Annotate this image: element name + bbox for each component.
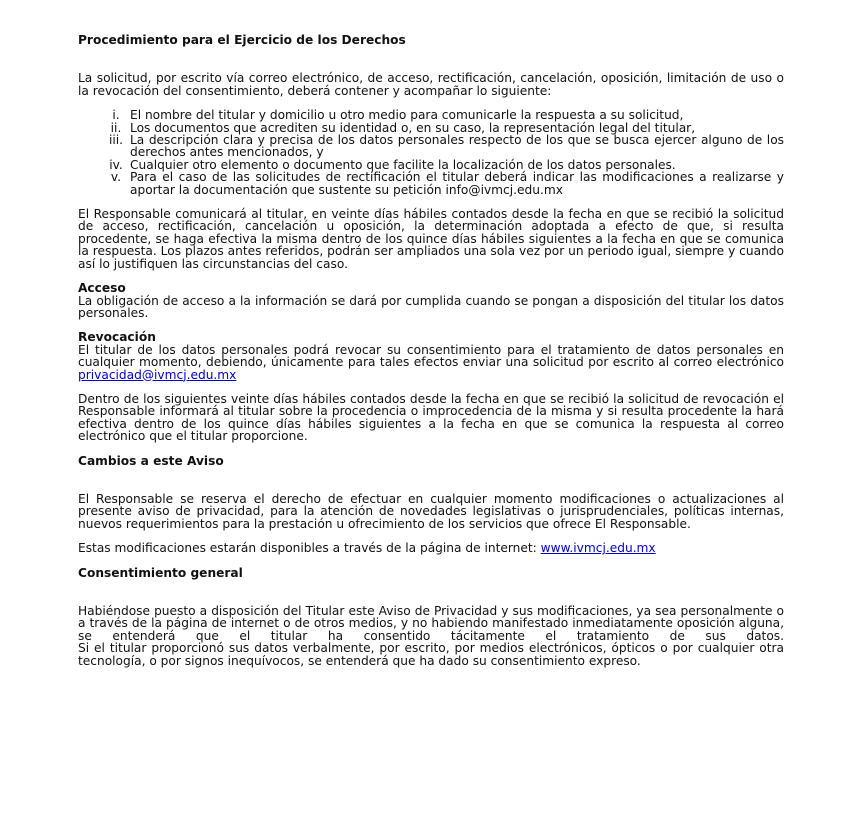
- list-item-number: v.: [110, 170, 122, 185]
- acceso-paragraph: La obligación de acceso a la información se dará por cumplida cuando se pongan a disposición del titular los datos personales.: [78, 293, 784, 320]
- list-item-number: iii.: [108, 133, 124, 148]
- list-item: [78, 134, 784, 159]
- heading-cambios: Cambios a este Aviso: [78, 453, 224, 468]
- list-item-text: El nombre del titular y domicilio u otro medio para comunicarle la respuesta a su solicitud,: [130, 108, 684, 123]
- heading-revocacion: Revocación: [78, 330, 156, 345]
- consentimiento-paragraph-a: Habiéndose puesto a disposición del Titular este Aviso de Privacidad y sus modificaciones, ya sea personalmente o a través de la página de internet o de otros medios, y no habiendo manifestado inmediatamente oposición alguna, se entenderá que el titular ha consentido tácitamente el tratamiento de sus datos.: [78, 604, 784, 643]
- website-link[interactable]: www.ivmcj.edu.mx: [540, 541, 656, 556]
- list-item-number: iv.: [109, 157, 123, 172]
- list-item: [78, 171, 784, 196]
- intro-paragraph: La solicitud, por escrito vía correo electrónico, de acceso, rectificación, cancelación, oposición, limitación de uso o la revocación del consentimiento, deberá contener y acompañar lo siguiente:: [78, 71, 784, 98]
- list-item-text: Los documentos que acrediten su identidad o, en su caso, la representación legal del titular,: [130, 120, 696, 135]
- list-item-text: Para el caso de las solicitudes de rectificación el titular deberá indicar las modificaciones a realizarse y aportar la documentación que sustente su petición info@ivmcj.edu.mx: [130, 170, 784, 197]
- cambios-paragraph: El Responsable se reserva el derecho de efectuar en cualquier momento modificaciones o actualizaciones al presente aviso de privacidad, para la atención de novedades legislativas o jurisprudenciales, políticas internas, nuevos requerimientos para la prestación u ofrecimiento de los servicios que ofrece El Responsable.: [78, 491, 784, 531]
- list-item: [78, 109, 784, 121]
- disponibles-paragraph: [78, 542, 784, 554]
- revocacion-text: El titular de los datos personales podrá revocar su consentimiento para el tratamiento de datos personales en cualquier momento, debiendo, únicamente para tales efectos enviar una solicitud por escrito al correo electrónico: [78, 342, 784, 370]
- revocacion-plazo-paragraph: Dentro de los siguientes veinte días hábiles contados desde la fecha en que se recibió la solicitud de revocación el Responsable informará al titular sobre la procedencia o improcedencia de la misma y si resulta procedente la hará efectiva dentro de los quince días hábiles siguientes a la fecha en que se comunica la respuesta al correo electrónico que el titular proporcione.: [78, 391, 784, 444]
- heading-acceso: Acceso: [78, 281, 126, 296]
- disponibles-text: Estas modificaciones estarán disponibles a través de la página de internet:: [78, 541, 541, 556]
- list-item-text: Cualquier otro elemento o documento que facilite la localización de los datos personales.: [130, 157, 676, 172]
- revocacion-paragraph: [78, 344, 784, 381]
- list-item-number: i.: [112, 108, 120, 123]
- list-item-number: ii.: [110, 120, 122, 135]
- privacy-email-link[interactable]: privacidad@ivmcj.edu.mx: [78, 367, 237, 382]
- heading-procedure: Procedimiento para el Ejercicio de los Derechos: [78, 33, 406, 47]
- requirements-list: [78, 109, 784, 196]
- list-item-text: La descripción clara y precisa de los datos personales respecto de los que se busca ejercer alguno de los derechos antes mencionados, y: [130, 133, 784, 160]
- privacy-notice-body: [78, 34, 784, 667]
- consentimiento-paragraph-b: Si el titular proporcionó sus datos verbalmente, por escrito, por medios electrónicos, ópticos o por cualquier otra tecnología, o por signos inequívocos, se entenderá que ha dado su consentimiento expreso.: [78, 641, 784, 668]
- responsable-paragraph: El Responsable comunicará al titular, en veinte días hábiles contados desde la fecha en que se recibió la solicitud de acceso, rectificación, cancelación u oposición, la determinación adoptada a efecto de que, si resulta procedente, se haga efectiva la misma dentro de los quince días hábiles siguientes a la fecha en que se comunica la respuesta. Los plazos antes referidos, podrán ser ampliados una sola vez por un periodo igual, siempre y cuando así lo justifiquen las circunstancias del caso.: [78, 207, 784, 271]
- heading-consentimiento: Consentimiento general: [78, 565, 243, 580]
